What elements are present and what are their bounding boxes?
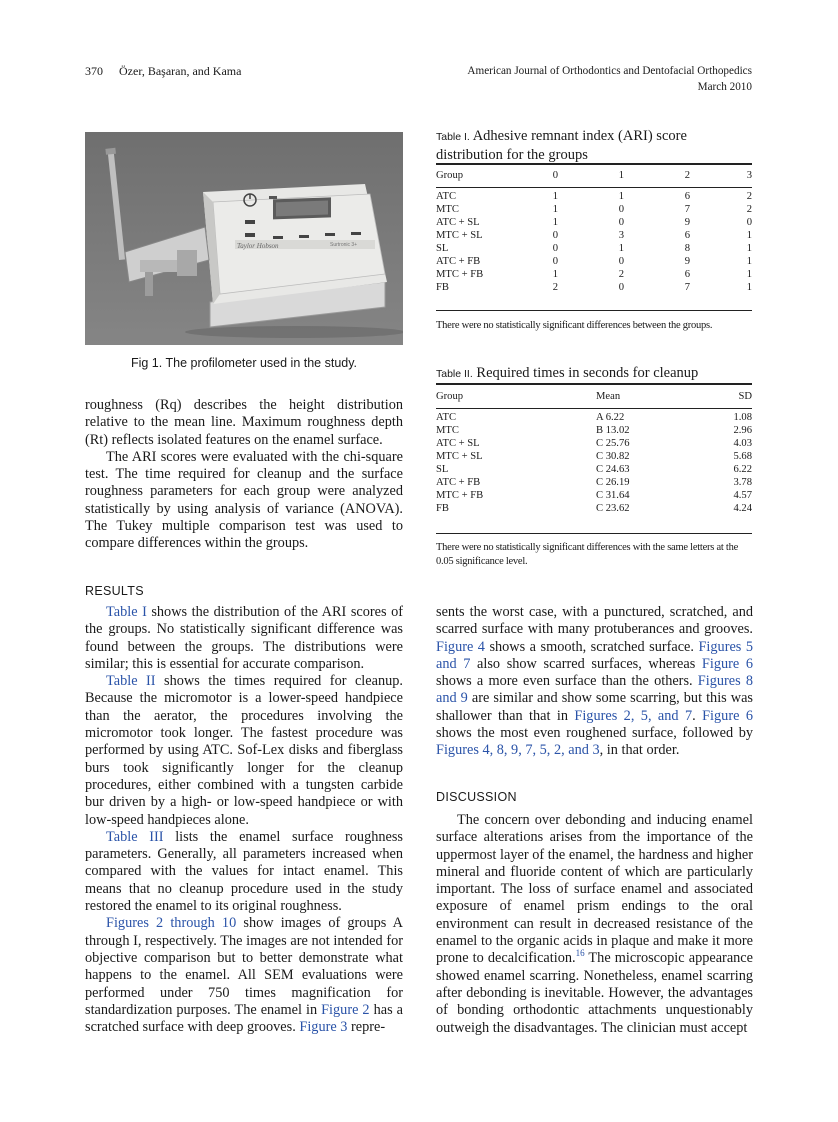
table2-cell-sd: 5.68 (733, 451, 752, 462)
rc-text-4: shows a more even surface than the others. (436, 673, 698, 690)
table1-col-group: Group (436, 170, 464, 181)
results-p1-text: shows the distribution of the ARI scores of the groups. No statistically significant difference was found between the groups. The distributions were similar; this is essential for accurate comparison. (85, 604, 403, 672)
table2-row (436, 437, 752, 450)
rc-text-7: shows the most even roughened surface, followed by (436, 725, 753, 742)
table1-cell-count: 0 (746, 217, 752, 228)
figure2-link[interactable]: Figure 2 (321, 1001, 370, 1018)
table1-cell-count: 1 (552, 204, 558, 215)
table1-cell-group: MTC (436, 204, 459, 215)
rc-text-6: . (692, 707, 703, 724)
figures-2-5-7-link[interactable]: Figures 2, 5, and 7 (574, 707, 693, 724)
table1-row (436, 242, 752, 255)
table1-cell-count: 7 (684, 282, 690, 293)
rc-text-2: shows a smooth, scratched surface. (484, 638, 699, 655)
figures-order-link[interactable]: Figures 4, 8, 9, 7, 5, 2, and 3 (436, 742, 600, 759)
results-continuation-paragraph (436, 604, 753, 760)
table2-header-row (436, 390, 752, 403)
table1-cell-count: 0 (618, 204, 624, 215)
table1-row (436, 182, 752, 203)
table2-bottom-rule (436, 533, 752, 534)
table2-cell-mean: C 30.82 (596, 451, 630, 462)
table1-col-3: 3 (746, 170, 752, 181)
figures-5-7-link[interactable]: Figures 5 and 7 (436, 638, 753, 672)
running-header-left (85, 63, 241, 79)
discussion-heading: DISCUSSION (436, 790, 517, 804)
table1-title (436, 127, 752, 164)
table1-cell-count: 8 (684, 243, 690, 254)
table1-col-0: 0 (552, 170, 558, 181)
table1-cell-count: 6 (684, 191, 690, 202)
table2-row (436, 424, 752, 437)
table2-cell-sd: 1.08 (733, 412, 752, 423)
table1-cell-count: 2 (746, 191, 752, 202)
table1-label: Table I. (436, 131, 470, 143)
header-journal: American Journal of Orthodontics and Dentofacial Orthopedics (467, 65, 752, 77)
table3-link[interactable]: Table III (106, 828, 164, 845)
device-model-label: Surtronic 3+ (330, 242, 358, 248)
table2-cell-sd: 6.22 (733, 464, 752, 475)
table2-row (436, 476, 752, 489)
methods-paragraph-2: The ARI scores were evaluated with the chi-square test. The time required for cleanup and the surface roughness parameters for each group were analyzed statistically by using analysis of variance (ANOVA). The Tukey multiple comparison test was used to compare differences within the groups. (85, 448, 403, 552)
table1-cell-group: ATC (436, 191, 457, 202)
table2-col-group: Group (436, 391, 464, 402)
table1-cell-count: 2 (618, 269, 624, 280)
table1-cell-group: SL (436, 243, 449, 254)
table2-header-rule (436, 408, 752, 409)
table1-cell-count: 7 (684, 204, 690, 215)
table2-title (436, 364, 752, 383)
table1-cell-count: 0 (552, 230, 558, 241)
figures-8-9-link[interactable]: Figures 8 and 9 (436, 673, 753, 707)
table1-cell-count: 0 (618, 282, 624, 293)
results-paragraph-2 (85, 673, 403, 829)
table2-cell-group: ATC + FB (436, 477, 481, 488)
table1-cell-count: 1 (746, 282, 752, 293)
results-p4-text-a: show images of groups A through I, respectively. The images are not intended for objective comparison but to better demonstrate what happens to the enamel. All SEM evaluations were performed under 750 times magnification for standardization purposes. The enamel in (85, 915, 403, 1018)
header-date: March 2010 (697, 81, 752, 93)
table2-row (436, 403, 752, 424)
discussion-text-a: The concern over debonding and inducing enamel surface alterations arises from the importance of the uppermost layer of the enamel, the hardness and higher mineral and fluoride content of which are particularly important. The loss of surface enamel and associated exposure of enamel prism endings to the oral environment can result in decreased resistance of the enamel to the organic acids in plaque and make it more prone to decalcification. (436, 812, 753, 967)
rc-text-5: are similar and show some scarring, but this was shallower than that in (436, 690, 753, 724)
table1-cell-count: 1 (552, 191, 558, 202)
table2-row (436, 502, 752, 515)
table1-cell-count: 0 (618, 217, 624, 228)
figure6-link[interactable]: Figure 6 (701, 655, 753, 672)
results-p2-text: shows the times required for cleanup. Because the micromotor is a lower-speed handpiece than the aerator, the procedures involving the micromotor took longer. The fastest procedure was performed by using ATC. Sof-Lex disks and fiberglass burs took significantly longer for the cleanup procedures, either combined with a tungsten carbide bur driven by a high- or low-speed handpiece or with low-speed handpieces alone. (85, 673, 403, 828)
table1-cell-group: FB (436, 282, 449, 293)
results-paragraph-1 (85, 604, 403, 673)
table2-cell-mean: A 6.22 (596, 412, 625, 423)
table1-cell-count: 6 (684, 230, 690, 241)
table2-cell-group: ATC (436, 412, 457, 423)
table2-col-mean-text: Mean (596, 391, 621, 402)
table1-cell-group: ATC + SL (436, 217, 480, 228)
table2-col-mean (596, 390, 696, 403)
table1-cell-count: 1 (552, 217, 558, 228)
discussion-column (436, 812, 753, 1037)
table1-header-rule (436, 187, 752, 188)
reference-16-link[interactable]: 16 (575, 948, 585, 959)
table2-cell-sd: 4.57 (733, 490, 752, 501)
table2-title-text: Required times in seconds for cleanup (476, 365, 699, 381)
figure3-link[interactable]: Figure 3 (299, 1019, 348, 1036)
table2-cell-mean: C 26.19 (596, 477, 630, 488)
table1-title-text: Adhesive remnant index (ARI) score distribution for the groups (436, 128, 687, 163)
profilometer-photo (85, 132, 403, 345)
table1-col-1: 1 (618, 170, 624, 181)
table2-cell-group: MTC + FB (436, 490, 484, 501)
table1-row (436, 255, 752, 268)
table1-cell-count: 3 (618, 230, 624, 241)
figure-caption: Fig 1. The profilometer used in the study. (130, 356, 358, 370)
results-right-column (436, 604, 753, 760)
table1-cell-count: 6 (684, 269, 690, 280)
table2-cell-group: FB (436, 503, 449, 514)
table1-top-rule (436, 163, 752, 165)
table2-top-rule (436, 383, 752, 385)
methods-paragraph-1: roughness (Rq) describes the height distribution relative to the mean line. Maximum roughness depth (Rt) reflects isolated features on the enamel surface. (85, 397, 403, 448)
table1-cell-count: 2 (552, 282, 558, 293)
results-p4-text-b: has a scratched surface with deep grooves. (85, 1001, 403, 1036)
table1-bottom-rule (436, 310, 752, 311)
table1-footnote: There were no statistically significant differences between the groups. (436, 320, 713, 331)
table1-header-row (436, 169, 752, 182)
table2-cell-mean: C 23.62 (596, 503, 630, 514)
table1-link[interactable]: Table I (106, 604, 147, 620)
figure4-link[interactable]: Figure 4 (436, 638, 485, 655)
page-number: 370 (85, 64, 103, 78)
table1-cell-count: 0 (618, 256, 624, 267)
table2-cell-sd: 4.03 (733, 438, 752, 449)
running-header-right (467, 63, 752, 95)
results-p4-text-c: repre (347, 1019, 381, 1036)
table1-cell-group: MTC + FB (436, 269, 484, 280)
table1-cell-count: 1 (746, 243, 752, 254)
table2-cell-sd: 4.24 (733, 503, 752, 514)
table1-row (436, 229, 752, 242)
table1-cell-count: 9 (684, 217, 690, 228)
table2-label: Table II. (436, 368, 473, 380)
table2-link[interactable]: Table II (106, 673, 156, 690)
table2-cell-group: SL (436, 464, 449, 475)
table2-cell-sd: 2.96 (733, 425, 752, 436)
table1-cell-count: 1 (746, 256, 752, 267)
table1-row (436, 268, 752, 281)
table2-cell-group: MTC (436, 425, 459, 436)
rc-text-8: , in that order. (599, 742, 680, 759)
discussion-paragraph-1 (436, 812, 753, 1037)
figures-2-10-link[interactable]: Figures 2 through 10 (106, 915, 237, 932)
table1-cell-count: 1 (746, 230, 752, 241)
table2-footnote: There were no statistically significant differences with the same letters at the 0.05 significance level. (436, 542, 738, 567)
table2-cell-mean: C 31.64 (596, 490, 630, 501)
results-p3-text: lists the enamel surface roughness parameters. Generally, all parameters increased when compared with the values for intact enamel. This means that no cleanup procedure used in the study restored the enamel to its original roughness. (85, 828, 403, 915)
results-paragraph-3 (85, 829, 403, 915)
table1-cell-count: 0 (552, 243, 558, 254)
table1-col-2: 2 (684, 170, 690, 181)
table2-cell-mean: C 24.63 (596, 464, 630, 475)
table1-cell-count: 9 (684, 256, 690, 267)
rc-text-1: sents the worst case, with a punctured, scratched, and scarred surface with many protuberances and grooves. (436, 604, 753, 638)
table2-cell-mean: B 13.02 (596, 425, 630, 436)
table1-cell-count: 2 (746, 204, 752, 215)
rc-text-3: also show scarred surfaces, whereas (470, 655, 702, 672)
table1-row (436, 281, 752, 294)
header-authors: Özer, Başaran, and Kama (119, 64, 242, 78)
table2-row (436, 450, 752, 463)
table1-cell-count: 1 (552, 269, 558, 280)
table1-cell-group: ATC + FB (436, 256, 481, 267)
discussion-text-b: The microscopic appearance showed enamel scarring. Nonetheless, enamel scarring after debonding is inevitable. However, the advantages of bonding orthodontic attachments unquestionably outweigh the disadvantages. The clinician must accept (436, 950, 754, 1036)
figure6-second-link[interactable]: Figure 6 (702, 707, 753, 724)
table2-cell-mean: C 25.76 (596, 438, 630, 449)
results-left-column (85, 604, 403, 1036)
table1-cell-count: 1 (746, 269, 752, 280)
table1-cell-count: 1 (618, 191, 624, 202)
table1-row (436, 216, 752, 229)
table1-cell-count: 0 (552, 256, 558, 267)
table1-row (436, 203, 752, 216)
table1-cell-count: 1 (618, 243, 624, 254)
results-paragraph-4: Figures 2 through 10 show images of groups A through I, respectively. The images are not intended for objective comparison but to better demonstrate what happens to the enamel. All SEM evaluations were performed under 750 times magnification for standardization purposes. The enamel in Figure 2 has a scratched surface with deep grooves. Figure 3 repre- (85, 915, 403, 1036)
table2-row (436, 489, 752, 502)
table2-cell-group: MTC + SL (436, 451, 483, 462)
results-heading: RESULTS (85, 584, 144, 598)
table2-col-sd: SD (738, 391, 752, 402)
table2-cell-group: ATC + SL (436, 438, 480, 449)
methods-text-block (85, 397, 403, 553)
table1-cell-group: MTC + SL (436, 230, 483, 241)
device-brand-label: Taylor Hobson (237, 242, 279, 250)
table2-cell-sd: 3.78 (733, 477, 752, 488)
table2-row (436, 463, 752, 476)
